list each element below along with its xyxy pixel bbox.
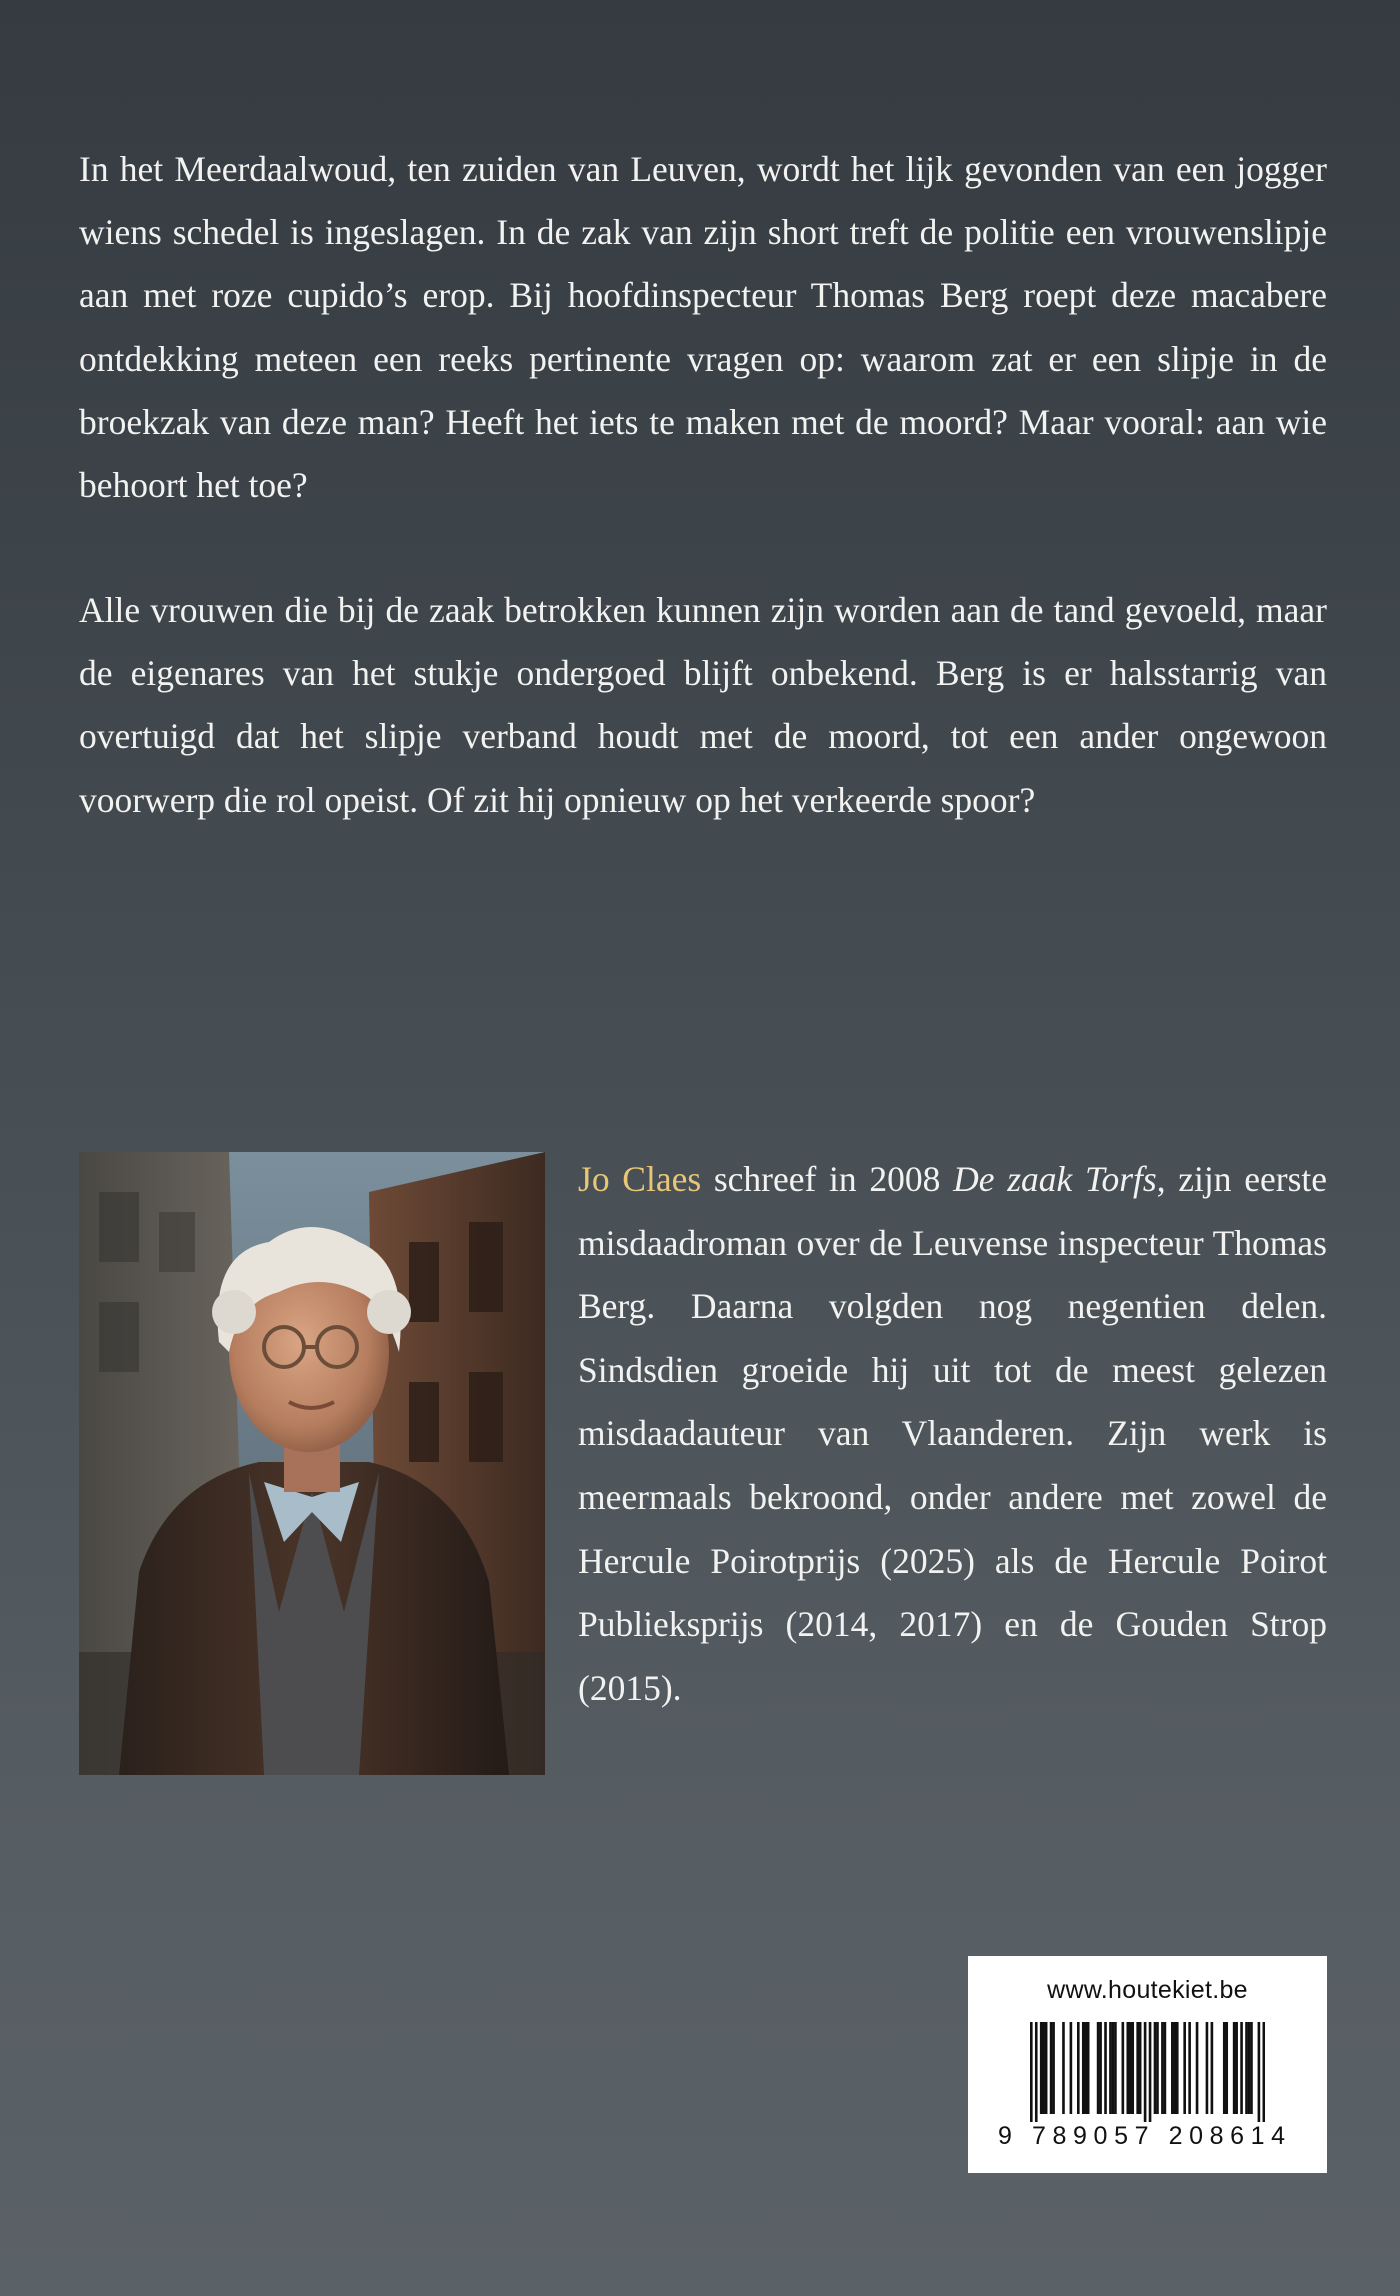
barcode-bar (1045, 2022, 1048, 2114)
barcode-bar (1196, 2022, 1199, 2114)
barcode-bar (1126, 2022, 1129, 2114)
barcode-bar (1233, 2022, 1236, 2114)
barcode-bar (1099, 2022, 1102, 2114)
barcode-bar (1042, 2022, 1045, 2114)
barcode-bar (1144, 2022, 1147, 2122)
barcode-bar (1161, 2022, 1164, 2114)
barcode-bar (1114, 2022, 1117, 2114)
barcode-bar (1211, 2022, 1214, 2114)
author-photo (79, 1152, 545, 1775)
barcode-bar (1050, 2022, 1053, 2114)
barcode-bar (1250, 2022, 1253, 2114)
author-bio-text-1: schreef in 2008 (701, 1159, 954, 1199)
barcode-bar (1104, 2022, 1107, 2114)
barcode-bar (1248, 2022, 1251, 2114)
isbn-digits: 9 789057 208614 (998, 2122, 1292, 2150)
barcode-bar (1040, 2022, 1043, 2114)
barcode-bar (1070, 2022, 1073, 2114)
barcode-bar (1263, 2022, 1265, 2122)
barcode-panel (968, 1956, 1327, 2173)
barcode-bar (1062, 2022, 1065, 2114)
barcode-bar (1109, 2022, 1112, 2114)
author-bio-text-2: , zijn eerste misdaadroman over de Leuvense inspecteur Thomas Berg. Daarna volgden nog negentien delen. Sindsdien groeide hij uit tot de meest gelezen misdaadauteur van Vlaanderen. Zijn werk is meermaals bekroond, onder andere met zowel de Hercule Poirotprijs (2025) als de Hercule Poirot Publieksprijs (2014, 2017) en de Gouden Strop (2015). (578, 1159, 1328, 1708)
barcode-bar (1136, 2022, 1139, 2114)
publisher-url: www.houtekiet.be (1047, 1976, 1248, 2004)
barcode-bar (1097, 2022, 1100, 2114)
barcode-bar (1235, 2022, 1238, 2114)
barcode-icon (1030, 2022, 1265, 2122)
barcode-bar (1183, 2022, 1186, 2114)
barcode-bar (1122, 2022, 1125, 2114)
barcode-bar (1240, 2022, 1243, 2114)
barcode-bar (1112, 2022, 1115, 2114)
blurb-paragraph-2: Alle vrouwen die bij de zaak betrokken kunnen zijn worden aan de tand gevoeld, maar de eigenares van het stukje ondergoed blijft onbekend. Berg is er halsstarrig van overtuigd dat het slipje verband houdt met de moord, tot een ander ongewoon voorwerp die rol opeist. Of zit hij opnieuw op het verkeerde spoor? (79, 590, 1327, 820)
blurb-paragraph-1: In het Meerdaalwoud, ten zuiden van Leuven, wordt het lijk gevonden van een jogger wiens schedel is ingeslagen. In de zak van zijn short treft de politie een vrouwenslipje aan met roze cupido’s erop. Bij hoofdinspecteur Thomas Berg roept deze macabere ontdekking meteen een reeks pertinente vragen op: waarom zat er een slipje in de broekzak van deze man? Heeft het iets te maken met de moord? Maar vooral: aan wie behoort het toe? (79, 149, 1327, 506)
barcode-bar (1245, 2022, 1248, 2114)
barcode-bar (1173, 2022, 1176, 2114)
barcode-bar (1156, 2022, 1159, 2114)
barcode-bar (1188, 2022, 1191, 2114)
barcode-bar (1082, 2022, 1085, 2114)
barcode-bar (1129, 2022, 1132, 2114)
barcode-bar (1164, 2022, 1167, 2114)
barcode-bar (1171, 2022, 1174, 2114)
barcode-bar (1087, 2022, 1090, 2114)
barcode-bar (1030, 2022, 1033, 2122)
barcode-bar (1035, 2022, 1038, 2122)
barcode-bar (1131, 2022, 1134, 2114)
barcode-bar (1223, 2022, 1226, 2114)
barcode-bar (1084, 2022, 1087, 2114)
barcode-bar (1206, 2022, 1209, 2114)
barcode-bar (1139, 2022, 1142, 2114)
barcode-bar (1176, 2022, 1179, 2114)
author-name: Jo Claes (578, 1159, 702, 1199)
book-title: De zaak Torfs (953, 1159, 1157, 1199)
barcode-bar (1154, 2022, 1157, 2114)
barcode-bar (1077, 2022, 1080, 2114)
author-bio (578, 1148, 1327, 1720)
barcode-bar (1258, 2022, 1261, 2122)
barcode-bar (1225, 2022, 1228, 2114)
barcode-bar (1052, 2022, 1055, 2114)
barcode-bar (1149, 2022, 1152, 2122)
